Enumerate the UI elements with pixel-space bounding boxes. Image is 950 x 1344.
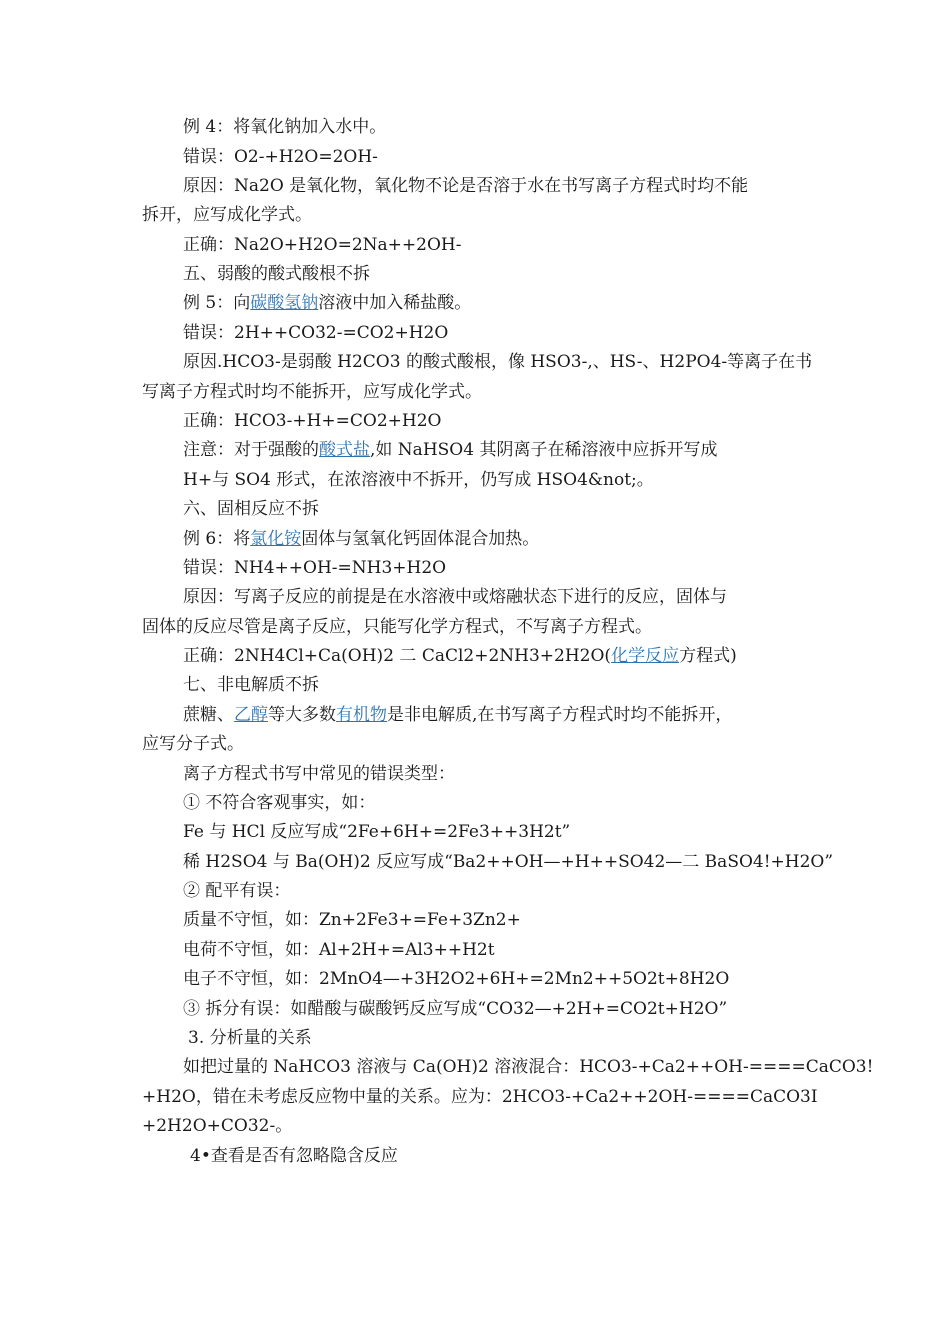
error-type-2-charge: 电荷不守恒，如：Al+2H+=Al3++H2t [183, 940, 495, 960]
section-3-text-3: +2H2O+CO32-。 [142, 1116, 293, 1136]
example-4-line: 例 4：将氧化钠加入水中。 [183, 117, 387, 137]
example-5-error: 错误：2H++CO32-=CO2+H2O [183, 323, 449, 343]
example-4-reason-2: 拆开，应写成化学式。 [142, 205, 312, 225]
section-3-text-2: +H2O，错在未考虑反应物中量的关系。应为：2HCO3-+Ca2++2OH-====CaCO3I [142, 1087, 818, 1107]
note-line-1 [183, 439, 717, 461]
text-segment: 正确：2NH4Cl+Ca(OH)2 二 CaCl2+2NH3+2H2O( [183, 646, 612, 666]
text-segment: 溶液中加入稀盐酸。 [318, 293, 472, 313]
example-4-reason-1: 原因：Na2O 是氧化物，氧化物不论是否溶于水在书写离子方程式时均不能 [183, 176, 749, 196]
section-3-heading: 3. 分析量的关系 [188, 1028, 312, 1048]
error-type-3: ③ 拆分有误：如醋酸与碳酸钙反应写成“CO32—+2H+=CO2t+H2O” [183, 999, 728, 1019]
example-5-reason-2: 写离子方程式时均不能拆开，应写成化学式。 [142, 382, 482, 402]
text-segment: 蔗糖、 [183, 705, 234, 725]
error-type-1: ① 不符合客观事实，如： [183, 793, 376, 813]
section-6-heading: 六、固相反应不拆 [183, 499, 319, 519]
link-organic-compound[interactable]: 有机物 [336, 705, 387, 725]
text-segment: 方程式) [679, 646, 737, 666]
common-errors-heading: 离子方程式书写中常见的错误类型： [183, 764, 455, 784]
text-segment: 例 5：向 [183, 293, 251, 313]
error-type-2: ② 配平有误： [183, 881, 291, 901]
example-6-line [183, 528, 539, 550]
example-5-correct: 正确：HCO3-+H+=CO2+H2O [183, 411, 442, 431]
link-ammonium-chloride[interactable]: 氯化铵 [250, 529, 302, 549]
link-sodium-bicarbonate[interactable]: 碳酸氢钠 [250, 293, 319, 313]
section-7-text-2: 应写分子式。 [142, 734, 244, 754]
example-4-correct: 正确：Na2O+H2O=2Na++2OH- [183, 235, 462, 255]
text-segment: 例 6：将 [183, 529, 251, 549]
text-segment: ,如 NaHSO4 其阴离子在稀溶液中应拆开写成 [370, 440, 718, 460]
error-type-2-mass: 质量不守恒，如：Zn+2Fe3+=Fe+3Zn2+ [183, 910, 521, 930]
example-6-correct [183, 645, 737, 667]
text-segment: 固体与氢氧化钙固体混合加热。 [301, 529, 540, 549]
section-7-heading: 七、非电解质不拆 [183, 675, 319, 695]
section-5-heading: 五、弱酸的酸式酸根不拆 [183, 264, 370, 284]
example-5-line [183, 292, 471, 314]
example-6-reason-1: 原因：写离子反应的前提是在水溶液中或熔融状态下进行的反应，固体与 [183, 587, 727, 607]
note-line-2: H+与 SO4 形式，在浓溶液中不拆开，仍写成 HSO4&not;。 [183, 470, 654, 490]
link-acid-salt[interactable]: 酸式盐 [319, 440, 370, 460]
example-6-reason-2: 固体的反应尽管是离子反应，只能写化学方程式，不写离子方程式。 [142, 617, 652, 637]
text-segment: 注意：对于强酸的 [183, 440, 319, 460]
error-type-2-electron: 电子不守恒，如：2MnO4—+3H2O2+6H+=2Mn2++5O2t+8H2O [183, 969, 730, 989]
link-ethanol[interactable]: 乙醇 [234, 705, 268, 725]
text-segment: 是非电解质,在书写离子方程式时均不能拆开， [387, 705, 733, 725]
section-3-text-1: 如把过量的 NaHCO3 溶液与 Ca(OH)2 溶液混合：HCO3-+Ca2++OH-====CaCO3! [183, 1057, 874, 1077]
link-chemical-reaction[interactable]: 化学反应 [611, 646, 680, 666]
example-6-error: 错误：NH4++OH-=NH3+H2O [183, 558, 447, 578]
example-5-reason-1: 原因.HCO3-是弱酸 H2CO3 的酸式酸根，像 HSO3-,、HS-、H2PO4-等离子在书 [183, 352, 813, 372]
error-type-1-example-1: Fe 与 HCl 反应写成“2Fe+6H+=2Fe3++3H2t” [183, 822, 571, 842]
text-segment: 等大多数 [268, 705, 336, 725]
error-type-1-example-2: 稀 H2SO4 与 Ba(OH)2 反应写成“Ba2++OH—+H++SO42—二 BaSO4!+H2O” [183, 852, 834, 872]
section-4-heading: 4•查看是否有忽略隐含反应 [190, 1146, 398, 1166]
example-4-error: 错误：O2-+H2O=2OH- [183, 147, 378, 167]
section-7-text-1 [183, 704, 732, 726]
